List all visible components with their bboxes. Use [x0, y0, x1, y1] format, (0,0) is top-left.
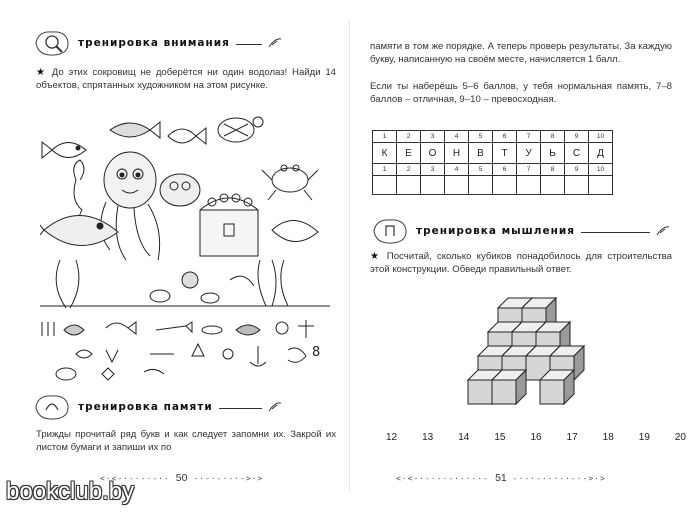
scoring-text: Если ты наберёшь 5–6 баллов, у тебя нормальная память, 7–8 баллов – отличная, 9–10 – превосходная. — [370, 81, 672, 106]
memory-header — [32, 390, 282, 424]
answer-option[interactable]: 17 — [566, 432, 578, 443]
letter-table — [372, 130, 613, 195]
attention-task: ★ До этих сокровищ не доберётся ни один водолаз! Найди 14 объектов, спрятанных художником на этом рисунке. — [36, 67, 337, 92]
thinking-title: тренировка мышления — [416, 225, 575, 237]
attention-header — [32, 26, 282, 60]
answer-option[interactable]: 18 — [602, 432, 614, 443]
index-row: 1 2 3 4 5 6 7 8 9 10 — [373, 131, 613, 143]
cube — [540, 370, 574, 404]
answer-option[interactable]: 16 — [530, 432, 542, 443]
magnifier-seal-icon — [32, 28, 72, 58]
right-page — [350, 0, 700, 514]
header-rule — [581, 232, 650, 234]
answer-option[interactable]: 13 — [422, 432, 434, 443]
answer-cell[interactable] — [589, 176, 613, 195]
page-number: 50 — [175, 472, 188, 484]
answer-cell[interactable] — [541, 176, 565, 195]
answer-option[interactable]: 19 — [638, 432, 650, 443]
page-number: 51 — [495, 472, 507, 484]
answer-option[interactable]: 20 — [674, 432, 686, 443]
answer-cell[interactable] — [445, 176, 469, 195]
attention-title: тренировка внимания — [78, 37, 230, 49]
answer-cell[interactable] — [373, 176, 397, 195]
hidden-objects-strip — [36, 316, 326, 386]
watermark-text: bookclub.by — [6, 478, 135, 505]
answer-cell[interactable] — [397, 176, 421, 195]
cube — [492, 370, 526, 404]
header-rule — [236, 44, 262, 46]
underwater-treasure-scene — [40, 110, 330, 310]
feather-icon — [656, 225, 670, 237]
symbol-eight: 8 — [312, 345, 321, 360]
answer-option[interactable]: 15 — [494, 432, 506, 443]
thinking-header — [370, 214, 670, 248]
letters-row: К Е О Н В Т У Ь С Д — [373, 143, 613, 164]
memory-title: тренировка памяти — [78, 401, 213, 413]
seal-icon — [370, 216, 410, 246]
page-number-right: <·<-·-·-·-·-·-·- 51 -·-·-·-·-·-·->·> — [396, 472, 606, 484]
page-number-left: <·<-·-·-·-·- 50 -·-·-·-·->·> — [100, 472, 264, 484]
answer-cell[interactable] — [421, 176, 445, 195]
memory-task: Трижды прочитай ряд букв и как следует запомни их. Закрой их листом бумаги и запиши их по — [36, 429, 336, 454]
answer-cell[interactable] — [469, 176, 493, 195]
feather-icon — [268, 37, 282, 49]
header-rule — [219, 408, 262, 410]
memory-continued-text: памяти в том же порядке. А теперь проверь результаты. За каждую букву, написанную на своём месте, начисляется 1 балл. — [370, 41, 672, 66]
answer-cell[interactable] — [493, 176, 517, 195]
thinking-task: ★ Посчитай, сколько кубиков понадобилось для строительства этой конструкции. Обведи правильный ответ. — [370, 251, 672, 276]
star-icon: ★ — [36, 67, 48, 78]
answer-option[interactable]: 14 — [458, 432, 470, 443]
feather-icon — [268, 401, 282, 413]
star-icon: ★ — [370, 251, 382, 262]
answer-row — [373, 176, 613, 195]
seal-icon — [32, 392, 72, 422]
answer-cell[interactable] — [517, 176, 541, 195]
answer-cell[interactable] — [565, 176, 589, 195]
index-row: 1 2 3 4 5 6 7 8 9 10 — [373, 164, 613, 176]
answer-options — [386, 432, 686, 443]
cube-construction — [458, 296, 588, 416]
answer-option[interactable]: 12 — [386, 432, 398, 443]
